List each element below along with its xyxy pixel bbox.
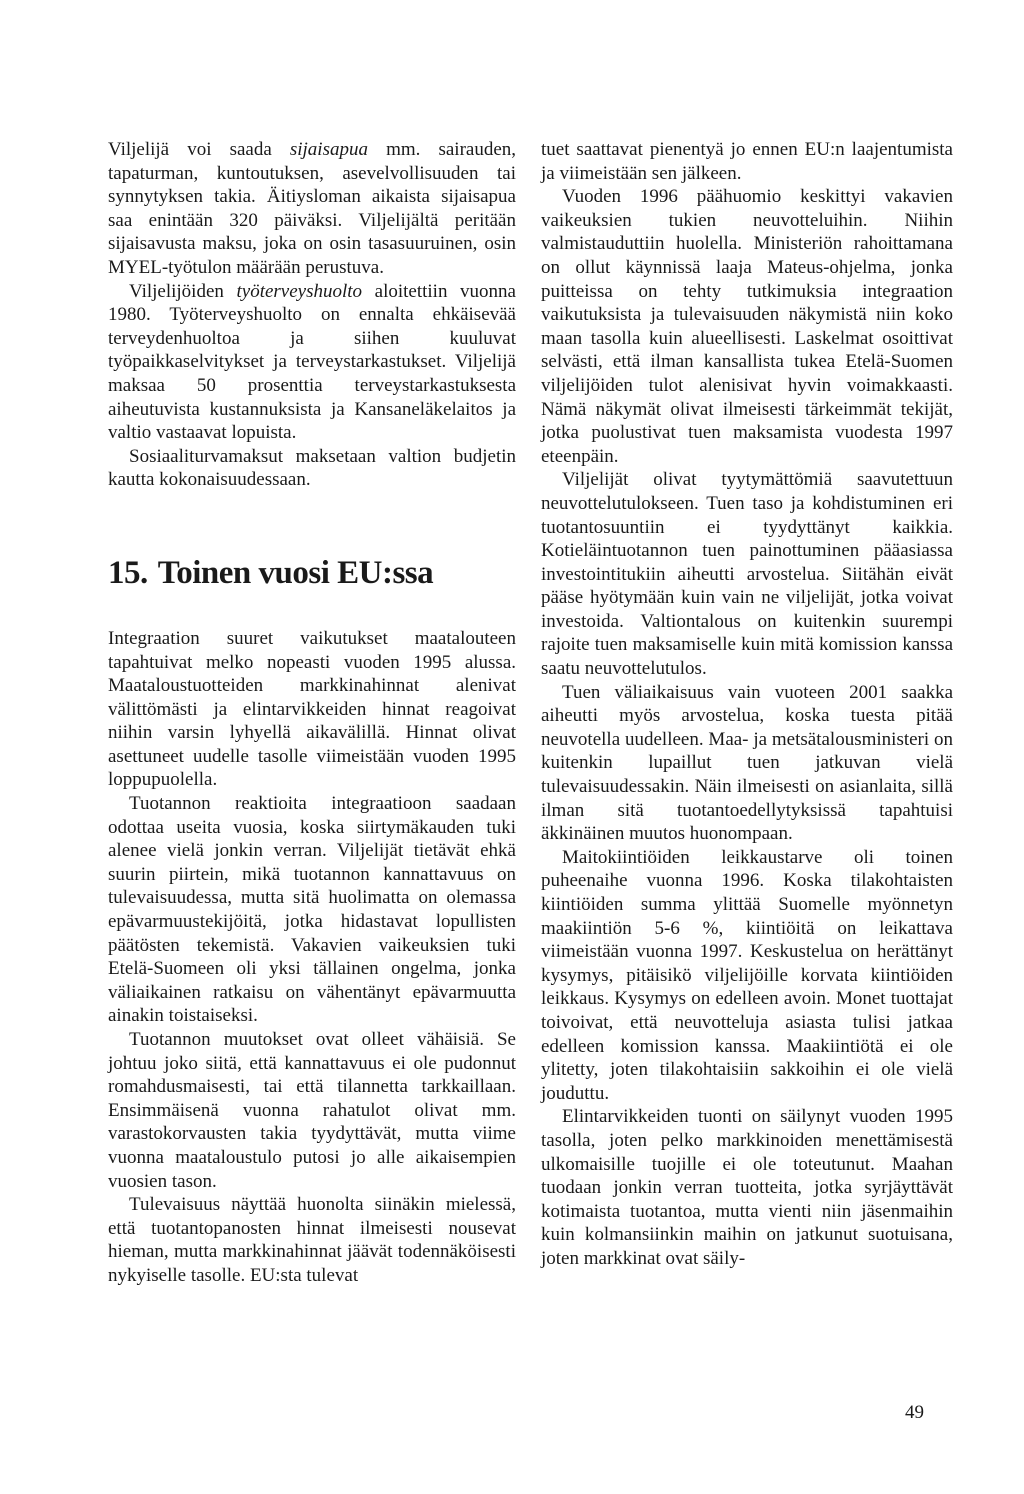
paragraph-text: Viljelijöiden bbox=[129, 280, 237, 302]
emphasis-term: sijaisapua bbox=[289, 139, 368, 160]
paragraph-text: aloitettiin vuonna 1980. Työterveyshuolto on ennalta ehkäisevää terveydenhuoltoa ja siihen kuuluvat työpaikkaselvitykset ja terveystarkastukset. Viljelijä maksaa 50 prosenttia terveystarkastuksesta aiheutuvista kustannuksista ja Kansaneläkelaitos ja valtio vastaavat lopuista. bbox=[108, 280, 516, 444]
paragraph-text: mm. sairauden, tapaturman, kuntoutuksen, asevelvollisuuden tai synnytyksen takia. Äitiysloman aikaista sijaisapua saa enintään 320 päiväksi. Viljelijältä peritään sijaisavusta maksu, joka on osin tasasuuruinen, osin MYEL-työtulon määrään perustuva. bbox=[108, 139, 517, 278]
section-number: 15. bbox=[108, 554, 148, 591]
emphasis-term: työterveyshuolto bbox=[236, 280, 363, 302]
paragraph-vakavien-vaikeuksien-tuki: Vuoden 1996 päähuomio keskittyi vakavien vaikeuksien tukien neuvotteluihin. Niihin valmistauduttiin huolella. Ministeriön rahoittamana on ollut käynnissä laaja Mateus-ohjelma, jonka puitteissa on tehty tutkimuksia integraation vaikutuksista ja tulevaisuuden näkymistä niin koko maan tasolla kuin alueellisesti. Laskelmat osoittivat selvästi, että ilman kansallista tukea Etelä-Suomen viljelijöiden tulot alenisivat hyvin voimakkaasti. Nämä näkymät olivat ilmeisesti tärkeimmät tekijät, jotka puolustivat tuen maksamista vuodesta 1997 eteenpäin. bbox=[541, 186, 953, 467]
paragraph-neuvottelutulos: Viljelijät olivat tyytymättömiä saavutettuun neuvottelutulokseen. Tuen taso ja kohdistuminen eri tuotantosuuntiin ei tyydyttänyt kaikkia. Kotieläintuotannon tuen painottuminen pääasiassa investointitukiin aiheutti arvostelua. Siitähän eivät pääse hyötymään kuin vain ne viljelijät, jotka voivat investoida. Valtiontalous on kuitenkin suurempi rajoite tuen maksamiselle kuin mitä komission kanssa saatu neuvottelutulos. bbox=[541, 469, 953, 680]
page-number: 49 bbox=[905, 1402, 924, 1423]
paragraph-eu-tuet: tuet saattavat pienentyä jo ennen EU:n laajentumista ja viimeistään sen jälkeen. bbox=[541, 139, 953, 184]
paragraph-text: Viljelijä voi saada bbox=[108, 139, 290, 160]
paragraph-tuotannon-reaktiot: Tuotannon reaktioita integraatioon saadaan odottaa useita vuosia, koska siirtymäkauden tuki alenee vielä jonkin verran. Viljelijät tietävät ehkä suurin piirtein, mikä tuotannon kannattavuus on tulevaisuudessa, mutta sitä huolimatta on olemassa epävarmuustekijöitä, jotka hidastavat lopullisten päätösten tekemistä. Vakavien vaikeuksien tuki Etelä-Suomeen oli yksi tällainen ongelma, jonka väliaikainen ratkaisu on vähentänyt epävarmuutta ainakin toistaiseksi. bbox=[108, 793, 516, 1027]
paragraph-tuen-valiaikaisuus: Tuen väliaikaisuus vain vuoteen 2001 saakka aiheutti myös arvostelua, koska tuesta pitää neuvotella uudelleen. Maa- ja metsätalousministeri on kuitenkin lupaillut tuen jatkuvan vielä tulevaisuudessakin. Näin ilmeisesti on asianlaita, sillä ilman sitä tuotantoedellytyksissä tapahtuisi äkkinäinen muutos huonompaan. bbox=[541, 681, 953, 845]
paragraph-integraatio: Integraation suuret vaikutukset maatalouteen tapahtuivat melko nopeasti vuoden 1995 alussa. Maataloustuotteiden markkinahinnat alenivat välittömästi ja elintarvikkeiden hinnat reagoivat niihin varsin lyhyellä aikavälillä. Hinnat olivat asettuneet uudelle tasolle viimeistään vuoden 1995 loppupuolella. bbox=[108, 627, 516, 791]
paragraph-tyoterveyshuolto bbox=[108, 280, 516, 445]
section-heading bbox=[108, 553, 516, 593]
section-title: Toinen vuosi EU:ssa bbox=[157, 554, 434, 591]
right-column bbox=[541, 138, 953, 1271]
paragraph-sijaisapu bbox=[108, 138, 516, 280]
paragraph-elintarvikkeiden-tuonti: Elintarvikkeiden tuonti on säilynyt vuoden 1995 tasolla, joten pelko markkinoiden menettämisestä ulkomaisille tuojille ei ole toteutunut. Maahan tuodaan jonkin verran tuotteita, jotka syrjäyttävät kotimaista tuotantoa, mutta vienti niin jäsenmaihin kuin kolmansiinkin maihin on jatkunut suotuisana, joten markkinat ovat säily- bbox=[541, 1106, 953, 1269]
paragraph-maitokiintiot: Maitokiintiöiden leikkaustarve oli toinen puheenaihe vuonna 1996. Koska tilakohtaisten kiintiöiden summa ylittää Suomelle myönnetyn maakiintiön 5-6 %, kiintiöitä on leikattava viimeistään vuonna 1997. Keskustelua on herättänyt kysymys, pitäisikö viljelijöille korvata kiintiöiden leikkaus. Kysymys on edelleen avoin. Monet tuottajat toivoivat, että neuvotteluja asiasta tulisi jatkaa edelleen komission kanssa. Maakiintiötä ei ole ylitetty, joten tilakohtaisiin sakkoihin ei ole vielä jouduttu. bbox=[541, 846, 953, 1104]
left-column bbox=[108, 138, 516, 1288]
paragraph-tuotannon-muutokset: Tuotannon muutokset ovat olleet vähäisiä. Se johtuu joko siitä, että kannattavuus ei ole pudonnut romahdusmaisesti, tai että tilannetta tarkkaillaan. Ensimmäisenä vuonna rahatulot olivat mm. varastokorvausten takia tyydyttävät, mutta viime vuonna maataloustulo putosi jo alle aikaisempien vuosien tason. bbox=[108, 1029, 516, 1192]
section-spacer bbox=[108, 492, 516, 553]
paragraph-tulevaisuus: Tulevaisuus näyttää huonolta siinäkin mielessä, että tuotantopanosten hinnat ilmeisesti nousevat hieman, mutta markkinahinnat jäävät todennäköisesti nykyiselle tasolle. EU:sta tulevat bbox=[108, 1194, 516, 1286]
paragraph-sosiaaliturvamaksut: Sosiaaliturvamaksut maksetaan valtion budjetin kautta kokonaisuudessaan. bbox=[108, 445, 516, 491]
